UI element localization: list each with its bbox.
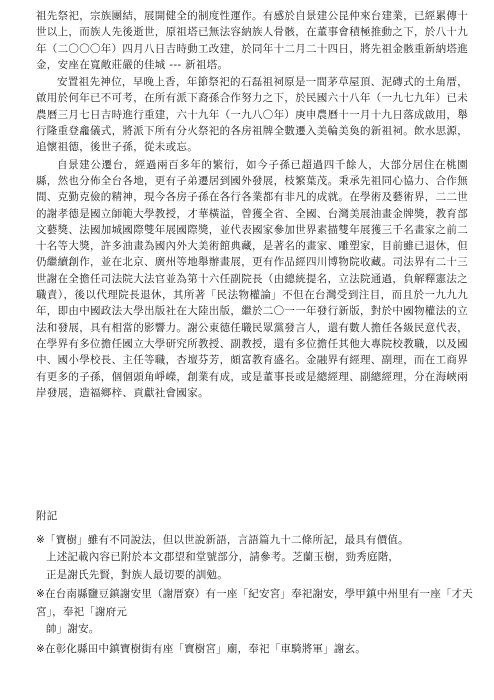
note-marker: ※ xyxy=(36,533,45,546)
appendix-note xyxy=(36,586,476,639)
note-marker: ※ xyxy=(36,642,45,655)
note-continuation: 帥」謝安。 xyxy=(46,623,100,635)
body-text xyxy=(36,8,468,402)
appendix-note xyxy=(36,641,476,659)
appendix-heading: 附記 xyxy=(36,510,58,522)
paragraph-descendants: 自景建公遷台，經過兩百多年的繁衍，如今子孫已超過四千餘人，大部分居住在桃園縣，然也分佈全台各地，更有子弟遷居到國外發展，枝繁葉茂。秉承先祖同心協力、合作無間、克勤克儉的精神，現今各房子孫在各行各業都有非凡的成就。在學術及藝術界，二二世的謝孝德是國立師範大學教授，才華橫溢，曾獲全省、全國、台灣美展油畫金牌獎，教育部文藝獎、法國加城國際雙年展國際獎，並代表國家參加世界素描雙年展獲三千名畫家之前二十名等大獎，許多油畫為國內外大美術館典藏，是著名的畫家、雕塑家，目前雖已退休，但仍繼續創作，並在北京、廣州等地舉辦畫展，更有作品經四川博物院收藏。司法界有二十三世謝在全擔任司法院大法官並為第十六任副院長（由總統提名，立法院通過，負解釋憲法之職責），後以代理院長退休，其所著「民法物權論」不但在台灣受到注目，而且於一九九九年，即由中國政法大學出版社在大陸出版，繼於二〇一一年發行新版，對於中國物權法的立法和發展，具有相當的影響力。謝公東德任職民眾黨發言人，還有數人擔任各級民意代表，在學界有多位擔任國立大學研究所教授、副教授，還有多位擔任其他大專院校教職，以及國中、國小學校長、主任等職，杏壇芬芳，頗富教育盛名。金融界有經理、副理，而在工商界有更多的子孫，個個頭角崢嶸，創業有成，或是董事長或是總經理、副總經理，分在海峽兩岸發展，造福鄉梓、貢獻社會國家。 xyxy=(36,158,468,399)
note-text: 在台南縣鹽豆鎮謝安里（謝厝寮）有一座「紀安宮」奉祀謝安，學甲鎮中州里有一座「才天宮」，奉祀「謝府元 xyxy=(36,588,473,618)
note-marker: ※ xyxy=(36,588,45,600)
note-continuation: 上述記載內容已附於本文郡望和堂號部分，請參考。芝蘭玉樹，勁秀庭階， xyxy=(46,551,400,563)
paragraph-ancestral-tomb: 祖先祭祀，宗族團結，展開健全的制度性運作。有感於自景建公昆仲來台建業，已經累傳十世以上，而族人先後逝世，原祖塔已無法容納族人骨骸，在董事會積極推動之下，於八十九年（二〇〇〇年）四月八日吉時動工改建，於同年十二月二十四日，將先祖金骸重新納塔進金，安座在寬敞莊嚴的佳城 --- 新祖塔。 xyxy=(36,10,468,71)
note-continuation: 正是謝氏先賢，對族人最切要的訓勉。 xyxy=(46,568,228,581)
paragraph-ancestral-hall: 安置祖先神位，早晚上香，年節祭祀的石磊祖祠原是一間茅草屋頂、泥磚式的土角厝，啟用於何年已不可考，在所有派下裔孫合作努力之下，於民國六十八年（一九七九年）已未農曆三月七日吉時進行重建，六十九年（一九八〇年）庚申農曆十一月十九日落成啟用，舉行隆重登龕儀式，將派下所有分火祭祀的各房祖牌全數遷入美輪美奐的新祖祠。飲水思源，追懷祖德，後世子孫，從未或忘。 xyxy=(36,76,468,154)
note-text: 在彰化縣田中鎮寶樹街有座「寶樹宮」廟，奉祀「車騎將軍」謝玄。 xyxy=(45,642,366,655)
note-text: 「寶樹」雖有不同說法，但以世說新語，言語篇九十二條所記，最具有價值。 xyxy=(45,533,409,546)
appendix-note xyxy=(36,532,476,585)
appendix xyxy=(36,508,476,660)
